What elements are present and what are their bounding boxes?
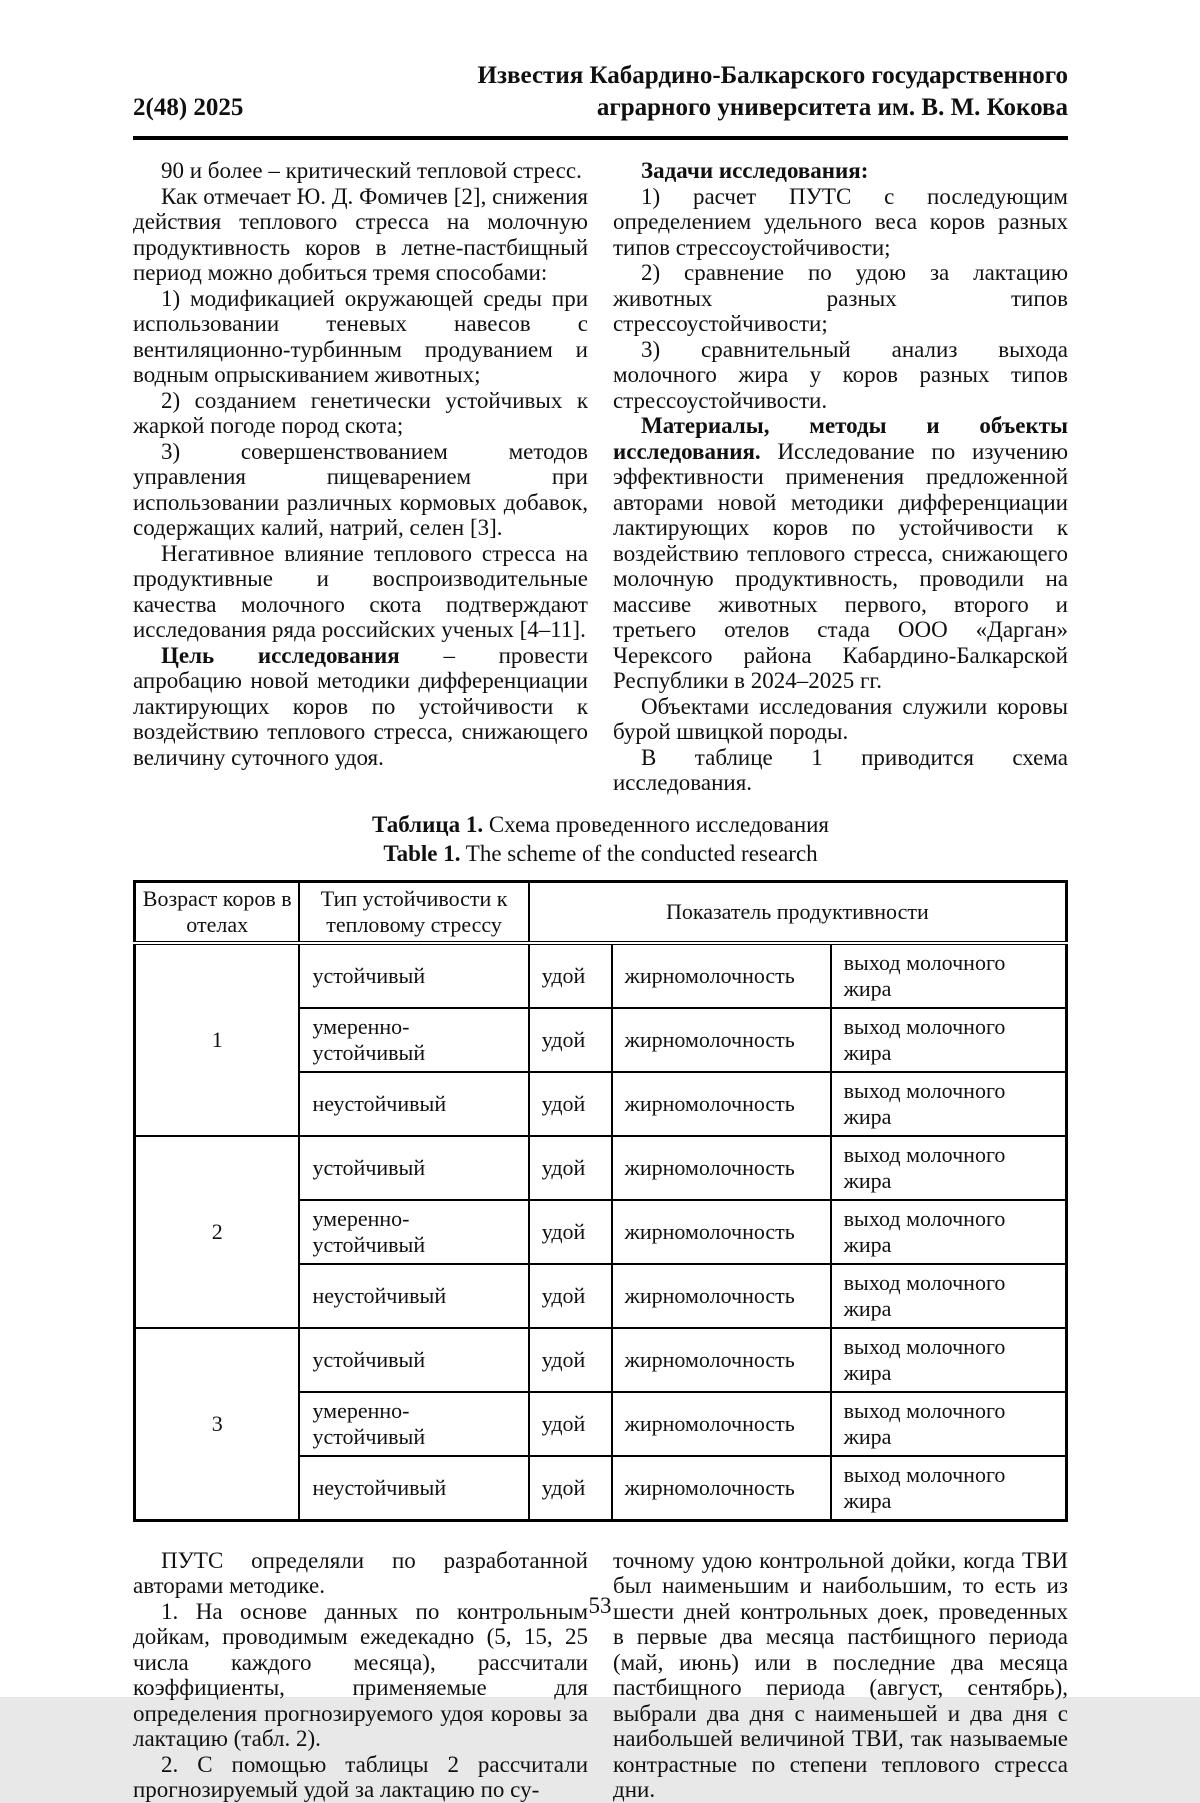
paragraph-goal: Цель исследования – провести апробацию новой методики дифференциации лактирующих коров по устойчивости к воздействию теплового стресса, снижающего величину суточного удоя. bbox=[133, 642, 589, 770]
table-row bbox=[135, 1328, 1067, 1392]
fat-content-cell: жирномолочность bbox=[612, 1008, 831, 1072]
milk-yield-cell: удой bbox=[529, 1456, 612, 1521]
paragraph: Объектами исследования служили коровы бурой швицкой породы. bbox=[613, 693, 1068, 744]
fat-output-cell: выход молочного жира bbox=[831, 1008, 1067, 1072]
type-cell: неустойчивый bbox=[299, 1264, 528, 1328]
age-cell: 2 bbox=[135, 1136, 300, 1328]
research-scheme-table bbox=[133, 880, 1068, 1522]
journal-header bbox=[133, 60, 1068, 124]
type-cell: неустойчивый bbox=[299, 1456, 528, 1521]
fat-content-cell: жирномолочность bbox=[612, 1072, 831, 1136]
fat-output-cell: выход молочного жира bbox=[831, 1200, 1067, 1264]
milk-yield-cell: удой bbox=[529, 1136, 612, 1200]
paragraph: 3) сравнительный анализ выхода молочного жира у коров разных типов стрессоустойчивости. bbox=[613, 336, 1068, 413]
left-column-top bbox=[133, 158, 588, 796]
type-cell: устойчивый bbox=[299, 1136, 528, 1200]
age-cell: 3 bbox=[135, 1328, 300, 1521]
table-row bbox=[135, 1136, 1067, 1200]
journal-title-line1: Известия Кабардино-Балкарского государственного bbox=[477, 62, 1068, 89]
header-rule bbox=[133, 136, 1068, 140]
fat-output-cell: выход молочного жира bbox=[831, 943, 1067, 1008]
right-column-top bbox=[613, 158, 1068, 796]
milk-yield-cell: удой bbox=[529, 1328, 612, 1392]
type-cell: устойчивый bbox=[299, 943, 528, 1008]
paragraph-materials: Материалы, методы и объекты исследования. Исследование по изучению эффективности применения предложенной авторами новой методики дифференциации лактирующих коров по устойчивости к воздействию теплового стресса, снижающего молочную продуктивность, проводили на массиве животных первого, второго и третьего отелов стада ООО «Дарган» Черексого района Кабардино-Балкарской Республики в 2024–2025 гг. bbox=[613, 413, 1068, 693]
paragraph: 3) совершенствованием методов управления пищеварением при использовании различных кормовых добавок, содержащих калий, натрий, селен [3]. bbox=[133, 438, 588, 540]
fat-content-cell: жирномолочность bbox=[612, 1392, 831, 1456]
journal-title bbox=[478, 60, 1068, 124]
header-productivity: Показатель продуктивности bbox=[529, 881, 1067, 943]
fat-content-cell: жирномолочность bbox=[612, 1136, 831, 1200]
body-top-section bbox=[133, 158, 1068, 796]
table-row bbox=[135, 943, 1067, 1008]
paragraph: 90 и более – критический тепловой стресс. bbox=[161, 158, 582, 183]
fat-content-cell: жирномолочность bbox=[612, 1328, 831, 1392]
paragraph: 1) модификацией окружающей среды при использовании теневых навесов с вентиляционно-турбинным продуванием и водным опрыскиванием животных; bbox=[133, 285, 588, 387]
table-caption bbox=[133, 810, 1068, 868]
fat-content-cell: жирномолочность bbox=[612, 1200, 831, 1264]
left-column-bottom bbox=[133, 1548, 588, 1803]
body-bottom-section bbox=[133, 1548, 1068, 1803]
header-age: Возраст коров в отелах bbox=[135, 881, 300, 943]
issue-number: 2(48) 2025 bbox=[133, 94, 244, 121]
milk-yield-cell: удой bbox=[529, 1008, 612, 1072]
page-number: 53 bbox=[588, 1593, 612, 1618]
fat-content-cell: жирномолочность bbox=[612, 1264, 831, 1328]
paragraph: 2) сравнение по удою за лактацию животных разных типов стрессоустойчивости; bbox=[613, 260, 1068, 336]
paragraph: точному удою контрольной дойки, когда ТВИ был наименьшим и наибольшим, то есть из шести дней контрольных доек, проведенных в первые два месяца пастбищного периода (май, июнь) или в последние два месяца пастбищного периода (август, сентябрь), выбрали два дня с наименьшей и два дня с наибольшей величиной ТВИ, так называемые контрастные по степени теплового стресса дни. bbox=[613, 1547, 1068, 1802]
table-caption-ru: Таблица 1. Схема проведенного исследования bbox=[371, 811, 830, 837]
paragraph: 2) созданием генетически устойчивых к жаркой погоде пород скота; bbox=[133, 387, 588, 438]
fat-output-cell: выход молочного жира bbox=[831, 1136, 1067, 1200]
fat-output-cell: выход молочного жира bbox=[831, 1456, 1067, 1521]
milk-yield-cell: удой bbox=[529, 1392, 612, 1456]
paragraph: ПУТС определяли по разработанной авторами методике. bbox=[133, 1547, 588, 1598]
milk-yield-cell: удой bbox=[529, 1200, 612, 1264]
header-resistance-type: Тип устойчивости к тепловому стрессу bbox=[299, 881, 528, 943]
type-cell: устойчивый bbox=[299, 1328, 528, 1392]
paragraph: 1. На основе данных по контрольным дойкам, проводимым ежедекадно (5, 15, 25 числа каждого месяца), рассчитали коэффициенты, применяемые для определения прогнозируемого удоя коровы за лактацию (табл. 2). bbox=[133, 1598, 588, 1751]
milk-yield-cell: удой bbox=[529, 1072, 612, 1136]
right-column-bottom bbox=[613, 1548, 1068, 1803]
age-cell: 1 bbox=[135, 943, 300, 1136]
type-cell: умеренно-устойчивый bbox=[299, 1008, 528, 1072]
paragraph: 1) расчет ПУТС с последующим определением удельного веса коров разных типов стрессоустойчивости; bbox=[613, 183, 1068, 260]
paragraph: 2. С помощью таблицы 2 рассчитали прогнозируемый удой за лактацию по су- bbox=[133, 1751, 588, 1802]
fat-output-cell: выход молочного жира bbox=[831, 1072, 1067, 1136]
paragraph: Негативное влияние теплового стресса на продуктивные и воспроизводительные качества молочного скота подтверждают исследования ряда российских ученых [4–11]. bbox=[133, 540, 588, 642]
type-cell: неустойчивый bbox=[299, 1072, 528, 1136]
milk-yield-cell: удой bbox=[529, 1264, 612, 1328]
fat-output-cell: выход молочного жира bbox=[831, 1264, 1067, 1328]
milk-yield-cell: удой bbox=[529, 943, 612, 1008]
fat-output-cell: выход молочного жира bbox=[831, 1392, 1067, 1456]
paragraph-tasks-heading: Задачи исследования: bbox=[641, 158, 869, 183]
fat-content-cell: жирномолочность bbox=[612, 943, 831, 1008]
journal-title-line2: аграрного университета им. В. М. Кокова bbox=[596, 94, 1068, 121]
paragraph: Как отмечает Ю. Д. Фомичев [2], снижения действия теплового стресса на молочную продуктивность коров в летне-пастбищный период можно добиться тремя способами: bbox=[133, 183, 588, 285]
table-caption-en: Table 1. The scheme of the conducted research bbox=[383, 840, 818, 866]
table-header-row bbox=[135, 881, 1067, 943]
type-cell: умеренно-устойчивый bbox=[299, 1200, 528, 1264]
type-cell: умеренно-устойчивый bbox=[299, 1392, 528, 1456]
fat-content-cell: жирномолочность bbox=[612, 1456, 831, 1521]
fat-output-cell: выход молочного жира bbox=[831, 1328, 1067, 1392]
paragraph: В таблице 1 приводится схема исследования. bbox=[613, 744, 1068, 795]
